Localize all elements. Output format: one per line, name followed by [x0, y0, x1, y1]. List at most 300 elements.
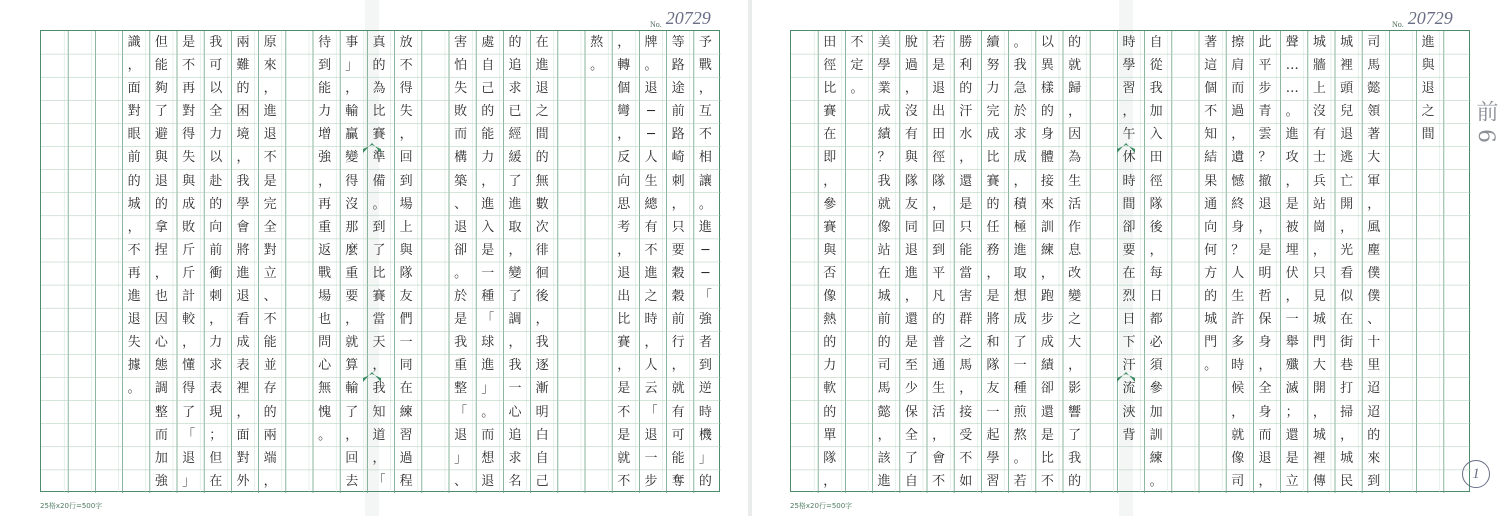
manuscript-char: ， — [508, 335, 522, 351]
manuscript-char: 十 — [1367, 335, 1381, 351]
manuscript-char: 是 — [1258, 242, 1272, 258]
manuscript-char: ， — [986, 265, 1000, 281]
manuscript-char: 以 — [1040, 35, 1054, 50]
manuscript-char: 是 — [454, 312, 468, 328]
manuscript-char: 訓 — [1040, 219, 1054, 235]
manuscript-column — [315, 31, 335, 447]
manuscript-char: 學 — [1122, 58, 1136, 74]
manuscript-char: 路 — [671, 127, 685, 143]
manuscript-char: 不 — [182, 58, 196, 74]
manuscript-char: 敗 — [454, 104, 468, 120]
manuscript-char: 存 — [263, 381, 277, 397]
manuscript-char: 赴 — [209, 173, 223, 189]
manuscript-char: 沒 — [345, 196, 359, 212]
manuscript-char: ， — [877, 427, 891, 443]
manuscript-char: ， — [1285, 289, 1299, 305]
manuscript-char: ， — [1040, 265, 1054, 281]
manuscript-char: 友 — [904, 196, 918, 212]
manuscript-char: 可 — [671, 427, 685, 443]
manuscript-char: 兩 — [263, 427, 277, 443]
manuscript-char: 若 — [932, 35, 946, 50]
manuscript-char: 活 — [1068, 196, 1082, 212]
manuscript-column — [1418, 31, 1438, 146]
page-number-circle: 1 — [1462, 460, 1490, 488]
manuscript-char: 即 — [823, 150, 837, 166]
manuscript-char: 退 — [1258, 196, 1272, 212]
manuscript-char: 自 — [904, 473, 918, 489]
manuscript-char: 進 — [263, 104, 277, 120]
manuscript-char: 賽 — [617, 335, 631, 351]
manuscript-char: ， — [372, 358, 386, 374]
manuscript-char: 。 — [698, 196, 712, 212]
manuscript-char: 害 — [959, 289, 973, 305]
manuscript-char: 。 — [1285, 104, 1299, 120]
manuscript-char: 知 — [372, 404, 386, 420]
manuscript-char: 進 — [236, 265, 250, 281]
manuscript-char: 的 — [1367, 427, 1381, 443]
manuscript-char: 僕 — [1367, 265, 1381, 281]
manuscript-char: 生 — [1231, 289, 1245, 305]
manuscript-char: 到 — [932, 242, 946, 258]
manuscript-column — [451, 31, 471, 493]
manuscript-char: 加 — [154, 450, 168, 466]
manuscript-char: 隊 — [986, 358, 1000, 374]
manuscript-char: ， — [1258, 358, 1272, 374]
manuscript-char: 再 — [127, 265, 141, 281]
manuscript-column — [478, 31, 498, 493]
manuscript-char: 回 — [399, 150, 413, 166]
manuscript-char: 己 — [481, 81, 495, 97]
manuscript-char: 問 — [318, 335, 332, 351]
manuscript-char: 場 — [399, 196, 413, 212]
manuscript-char: 兵 — [1312, 173, 1326, 189]
manuscript-char: 開 — [1340, 196, 1354, 212]
manuscript-char: 進 — [698, 219, 712, 235]
manuscript-char: ─ — [701, 242, 710, 258]
manuscript-char: 與 — [904, 150, 918, 166]
manuscript-char: 心 — [508, 404, 522, 420]
manuscript-char: 看 — [1340, 265, 1354, 281]
manuscript-char: 避 — [154, 127, 168, 143]
manuscript-char: 夠 — [154, 81, 168, 97]
manuscript-char: 間 — [1122, 196, 1136, 212]
manuscript-char: 候 — [1231, 381, 1245, 397]
manuscript-char: 場 — [318, 289, 332, 305]
manuscript-char: ， — [1340, 219, 1354, 235]
manuscript-char: 也 — [154, 289, 168, 305]
manuscript-char: 習 — [1122, 81, 1136, 97]
manuscript-char: 得 — [182, 381, 196, 397]
manuscript-char: 看 — [236, 312, 250, 328]
manuscript-char: 求 — [508, 450, 522, 466]
manuscript-char: 群 — [959, 312, 973, 328]
manuscript-char: 捏 — [154, 242, 168, 258]
manuscript-char: 退 — [454, 427, 468, 443]
manuscript-char: 進 — [508, 196, 522, 212]
manuscript-char: 而 — [481, 427, 495, 443]
manuscript-char: 與 — [1421, 58, 1435, 74]
manuscript-char: … — [1285, 81, 1299, 97]
manuscript-char: ， — [263, 473, 277, 489]
manuscript-char: 害 — [454, 35, 468, 50]
manuscript-char: 失 — [454, 81, 468, 97]
manuscript-char: ， — [127, 58, 141, 74]
manuscript-char: 賽 — [372, 289, 386, 305]
manuscript-char: 心 — [318, 358, 332, 374]
manuscript-char: 脫 — [904, 35, 918, 50]
manuscript-char: 不 — [617, 404, 631, 420]
manuscript-char: 後 — [1149, 219, 1163, 235]
manuscript-char: 外 — [236, 473, 250, 489]
manuscript-char: 心 — [154, 335, 168, 351]
manuscript-char: 比 — [617, 312, 631, 328]
manuscript-char: 球 — [481, 335, 495, 351]
manuscript-char: 考 — [617, 219, 631, 235]
manuscript-char: 不 — [127, 242, 141, 258]
manuscript-char: 以 — [209, 150, 223, 166]
manuscript-char: 時 — [698, 404, 712, 420]
manuscript-char: 入 — [1149, 127, 1163, 143]
manuscript-char: 我 — [236, 173, 250, 189]
manuscript-char: 浹 — [1122, 404, 1136, 420]
manuscript-char: ， — [236, 150, 250, 166]
manuscript-char: 整 — [454, 381, 468, 397]
manuscript-char: 城 — [127, 196, 141, 212]
manuscript-column — [1037, 31, 1057, 493]
manuscript-char: 馬 — [1367, 58, 1381, 74]
manuscript-char: 退 — [535, 81, 549, 97]
manuscript-char: 贏 — [345, 127, 359, 143]
manuscript-column — [874, 31, 894, 493]
manuscript-char: 兒 — [1340, 104, 1354, 120]
manuscript-char: 我 — [1013, 58, 1027, 74]
manuscript-char: 是 — [1285, 196, 1299, 212]
manuscript-char: 同 — [904, 219, 918, 235]
manuscript-char: 是 — [1285, 450, 1299, 466]
manuscript-char: ， — [154, 265, 168, 281]
manuscript-char: 肩 — [1231, 58, 1245, 74]
manuscript-char: 被 — [1285, 219, 1299, 235]
manuscript-char: 隊 — [904, 173, 918, 189]
manuscript-char: 不 — [932, 473, 946, 489]
manuscript-char: 也 — [318, 312, 332, 328]
manuscript-char: 打 — [1340, 381, 1354, 397]
manuscript-char: 求 — [508, 81, 522, 97]
manuscript-char: 是 — [617, 381, 631, 397]
manuscript-char: 到 — [1367, 473, 1381, 489]
manuscript-char: 己 — [535, 473, 549, 489]
manuscript-char: 間 — [1421, 127, 1435, 143]
manuscript-char: ， — [182, 335, 196, 351]
manuscript-char: 起 — [986, 427, 1000, 443]
manuscript-char: 而 — [454, 127, 468, 143]
manuscript-char: 業 — [877, 81, 891, 97]
manuscript-char: 經 — [508, 127, 522, 143]
manuscript-char: 否 — [823, 265, 837, 281]
manuscript-char: 讓 — [698, 173, 712, 189]
manuscript-char: 的 — [209, 196, 223, 212]
manuscript-char: 能 — [959, 242, 973, 258]
manuscript-char: 徑 — [932, 150, 946, 166]
manuscript-char: ─ — [647, 127, 655, 143]
manuscript-char: 待 — [318, 35, 332, 50]
manuscript-char: 轉 — [617, 58, 631, 74]
manuscript-char: 成 — [877, 104, 891, 120]
manuscript-char: ， — [1122, 104, 1136, 120]
manuscript-char: 反 — [617, 150, 631, 166]
manuscript-char: 。 — [1204, 358, 1218, 374]
manuscript-char: 力 — [481, 150, 495, 166]
manuscript-char: 。 — [481, 404, 495, 420]
manuscript-char: 得 — [182, 127, 196, 143]
manuscript-char: ， — [1068, 358, 1082, 374]
manuscript-char: 學 — [986, 450, 1000, 466]
manuscript-char: 美 — [877, 35, 891, 50]
manuscript-char: 穀 — [671, 265, 685, 281]
manuscript-char: 、 — [454, 473, 468, 489]
manuscript-char: 軍 — [1367, 173, 1381, 189]
manuscript-char: 據 — [127, 358, 141, 374]
manuscript-char: 退 — [236, 289, 250, 305]
manuscript-char: 田 — [1149, 150, 1163, 166]
manuscript-char: 自 — [481, 58, 495, 74]
manuscript-char: 門 — [1312, 335, 1326, 351]
manuscript-char: ， — [481, 173, 495, 189]
manuscript-char: 緩 — [508, 150, 522, 166]
handwritten-margin-note: 前 6 — [1473, 100, 1498, 143]
manuscript-char: 天 — [372, 335, 386, 351]
manuscript-char: 當 — [372, 312, 386, 328]
manuscript-char: 個 — [617, 81, 631, 97]
manuscript-char: 樣 — [1040, 81, 1054, 97]
manuscript-char: 門 — [1204, 335, 1218, 351]
manuscript-char: 者 — [698, 335, 712, 351]
manuscript-char: 逆 — [698, 381, 712, 397]
manuscript-char: 取 — [1013, 265, 1027, 281]
manuscript-char: 習 — [399, 427, 413, 443]
manuscript-char: 崗 — [1312, 219, 1326, 235]
manuscript-char: 退 — [617, 265, 631, 281]
manuscript-char: 如 — [959, 473, 973, 489]
manuscript-char: 間 — [535, 127, 549, 143]
manuscript-char: 懂 — [182, 358, 196, 374]
manuscript-char: 加 — [1149, 104, 1163, 120]
manuscript-char: 後 — [535, 289, 549, 305]
manuscript-char: 裡 — [1312, 450, 1326, 466]
manuscript-char: 漸 — [535, 381, 549, 397]
manuscript-char: 活 — [932, 404, 946, 420]
manuscript-char: ？ — [1258, 150, 1272, 166]
manuscript-char: 能 — [671, 450, 685, 466]
manuscript-char: ， — [1312, 242, 1326, 258]
manuscript-char: 去 — [345, 473, 359, 489]
manuscript-column — [1364, 31, 1384, 493]
manuscript-char: 現 — [209, 404, 223, 420]
manuscript-char: 比 — [372, 265, 386, 281]
manuscript-char: 了 — [182, 404, 196, 420]
manuscript-char: 進 — [481, 196, 495, 212]
manuscript-char: 民 — [1340, 473, 1354, 489]
manuscript-char: ， — [1068, 104, 1082, 120]
manuscript-char: 是 — [481, 242, 495, 258]
manuscript-column — [1119, 31, 1139, 447]
manuscript-char: 友 — [399, 289, 413, 305]
manuscript-char: 雲 — [1258, 127, 1272, 143]
manuscript-char: ； — [209, 427, 223, 443]
manuscript-char: 沒 — [1312, 104, 1326, 120]
manuscript-char: 變 — [508, 265, 522, 281]
manuscript-char: 向 — [209, 219, 223, 235]
manuscript-char: ， — [1340, 427, 1354, 443]
manuscript-char: 塵 — [1367, 242, 1381, 258]
manuscript-char: 的 — [535, 150, 549, 166]
manuscript-char: 僕 — [1367, 289, 1381, 305]
manuscript-char: ， — [372, 450, 386, 466]
manuscript-char: 過 — [399, 450, 413, 466]
manuscript-char: 進 — [904, 265, 918, 281]
manuscript-char: 遺 — [1231, 150, 1245, 166]
manuscript-char: 有 — [1312, 127, 1326, 143]
manuscript-char: 隊 — [932, 173, 946, 189]
serial-number: No. 20729 — [1392, 8, 1453, 29]
manuscript-char: 通 — [932, 358, 946, 374]
manuscript-char: 馬 — [877, 381, 891, 397]
manuscript-char: 輸 — [345, 381, 359, 397]
manuscript-char: 多 — [1231, 335, 1245, 351]
manuscript-char: 的 — [1040, 104, 1054, 120]
manuscript-char: 還 — [904, 312, 918, 328]
manuscript-char: 一 — [481, 265, 495, 281]
manuscript-char: 聲 — [1285, 35, 1299, 50]
manuscript-char: 立 — [263, 265, 277, 281]
manuscript-char: ， — [1367, 196, 1381, 212]
manuscript-char: 殲 — [1285, 358, 1299, 374]
manuscript-column — [668, 31, 688, 493]
manuscript-column — [1228, 31, 1248, 493]
manuscript-char: 的 — [236, 81, 250, 97]
manuscript-char: 每 — [1149, 265, 1163, 281]
manuscript-column — [820, 31, 840, 493]
manuscript-char: 完 — [263, 196, 277, 212]
manuscript-char: 、 — [454, 196, 468, 212]
manuscript-char: 進 — [481, 358, 495, 374]
manuscript-char: 識 — [127, 35, 141, 50]
manuscript-char: 變 — [1068, 289, 1082, 305]
manuscript-char: 須 — [1149, 358, 1163, 374]
manuscript-char: 之 — [959, 335, 973, 351]
manuscript-char: 熬 — [590, 35, 604, 50]
manuscript-char: 保 — [904, 404, 918, 420]
manuscript-char: 的 — [959, 81, 973, 97]
manuscript-char: 不 — [263, 150, 277, 166]
manuscript-char: 績 — [877, 127, 891, 143]
manuscript-char: 將 — [236, 242, 250, 258]
manuscript-char: 不 — [644, 242, 658, 258]
manuscript-char: 歸 — [1068, 81, 1082, 97]
manuscript-char: 就 — [345, 335, 359, 351]
manuscript-char: 的 — [877, 335, 891, 351]
manuscript-char: 回 — [932, 219, 946, 235]
manuscript-char: 開 — [1312, 381, 1326, 397]
manuscript-char: 會 — [236, 219, 250, 235]
manuscript-char: 賽 — [986, 173, 1000, 189]
manuscript-char: 汗 — [1122, 358, 1136, 374]
manuscript-char: 表 — [209, 381, 223, 397]
manuscript-char: 並 — [263, 358, 277, 374]
manuscript-char: 背 — [1122, 427, 1136, 443]
manuscript-char: 、 — [263, 289, 277, 305]
manuscript-char: 不 — [1204, 104, 1218, 120]
manuscript-char: 知 — [1204, 127, 1218, 143]
manuscript-char: 我 — [372, 381, 386, 397]
manuscript-char: 務 — [986, 242, 1000, 258]
manuscript-char: ， — [236, 404, 250, 420]
manuscript-column — [369, 31, 389, 493]
manuscript-char: 、 — [1367, 312, 1381, 328]
manuscript-char: ， — [399, 127, 413, 143]
manuscript-char: 了 — [372, 242, 386, 258]
manuscript-char: 異 — [1040, 58, 1054, 74]
manuscript-char: 成 — [1040, 335, 1054, 351]
manuscript-char: 是 — [932, 58, 946, 74]
manuscript-char: 數 — [535, 196, 549, 212]
manuscript-char: 全 — [209, 104, 223, 120]
manuscript-char: ？ — [1231, 242, 1245, 258]
manuscript-char: 在 — [823, 127, 837, 143]
manuscript-char: 力 — [986, 81, 1000, 97]
manuscript-char: 身 — [1258, 404, 1272, 420]
manuscript-char: 和 — [986, 335, 1000, 351]
manuscript-char: 過 — [904, 58, 918, 74]
manuscript-char: 是 — [1040, 427, 1054, 443]
manuscript-char: 逐 — [535, 358, 549, 374]
manuscript-char: 能 — [154, 58, 168, 74]
manuscript-char: 加 — [1149, 404, 1163, 420]
manuscript-char: ， — [617, 242, 631, 258]
manuscript-char: 一 — [644, 450, 658, 466]
manuscript-char: 攻 — [1285, 150, 1299, 166]
manuscript-char: 不 — [959, 450, 973, 466]
manuscript-char: 次 — [535, 219, 549, 235]
manuscript-char: 無 — [318, 381, 332, 397]
manuscript-char: 衝 — [209, 265, 223, 281]
manuscript-char: 失 — [182, 150, 196, 166]
manuscript-char: 的 — [372, 58, 386, 74]
manuscript-page-left — [0, 0, 748, 516]
manuscript-char: 都 — [1149, 312, 1163, 328]
manuscript-char: 。 — [127, 381, 141, 397]
manuscript-char: 就 — [1231, 427, 1245, 443]
manuscript-char: 進 — [127, 289, 141, 305]
manuscript-char: 有 — [904, 127, 918, 143]
manuscript-char: 光 — [1340, 242, 1354, 258]
manuscript-char: 相 — [698, 150, 712, 166]
manuscript-char: 全 — [263, 219, 277, 235]
manuscript-char: 調 — [154, 381, 168, 397]
manuscript-char: 出 — [617, 289, 631, 305]
manuscript-column — [151, 31, 171, 493]
manuscript-char: 成 — [182, 196, 196, 212]
manuscript-char: 。 — [850, 81, 864, 97]
manuscript-char: 我 — [209, 35, 223, 50]
manuscript-char: 似 — [1340, 289, 1354, 305]
manuscript-char: 時 — [1231, 358, 1245, 374]
manuscript-char: 與 — [399, 242, 413, 258]
manuscript-char: 是 — [959, 196, 973, 212]
manuscript-char: 構 — [454, 150, 468, 166]
manuscript-char: 退 — [263, 127, 277, 143]
manuscript-char: 真 — [372, 35, 386, 50]
